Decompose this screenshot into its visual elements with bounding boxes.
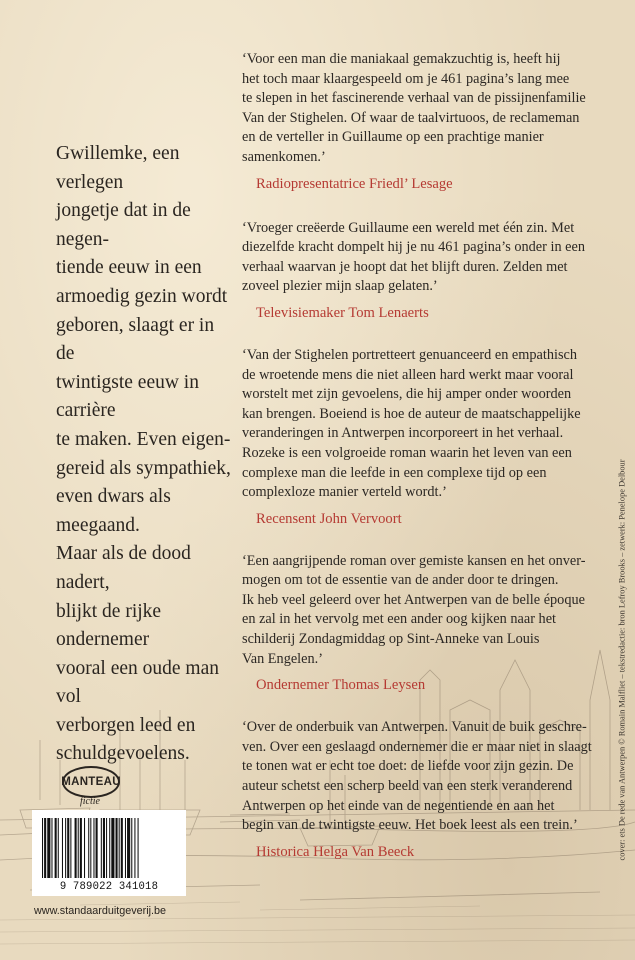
- quote-line: begin van de twintigste eeuw. Het boek leest als een trein.’: [242, 817, 578, 834]
- review-quote: [242, 552, 612, 695]
- barcode-bar: [42, 818, 43, 878]
- barcode-bar: [90, 818, 91, 878]
- quote-attribution: Recensent John Vervoort: [256, 510, 402, 527]
- isbn-number: 9 789022 341018: [59, 881, 159, 893]
- quote-line: veranderingen in Antwerpen incorporeert in het verhaal.: [242, 425, 564, 442]
- quote-line: ven. Over een geslaagd ondernemer die er maar niet in slaagt: [242, 738, 592, 755]
- barcode-bar: [80, 818, 82, 878]
- barcode-bars: [40, 818, 178, 878]
- cover-credit-text: cover: ets De rede van Antwerpen © Romain Malfliet – tekstredactie: bron Lefroy Brooks – zetwerk: Penelope Delbour: [617, 459, 627, 861]
- blurb-line: even dwars als meegaand.: [56, 486, 171, 536]
- blurb-line: jongetje dat in de negen-: [56, 200, 191, 250]
- publisher-website: www.standaarduitgeverij.be: [34, 905, 167, 917]
- barcode-bar: [116, 818, 118, 878]
- barcode-bar: [119, 818, 120, 878]
- barcode-bar: [101, 818, 102, 878]
- imprint-label: fictie: [80, 796, 100, 807]
- cover-credit-vertical: [612, 400, 632, 920]
- barcode-bar: [58, 818, 59, 878]
- blurb-line: te maken. Even eigen-: [56, 428, 231, 450]
- blurb-line: vooral een oude man vol: [56, 657, 219, 708]
- quote-line: diezelfde kracht dompelt hij je nu 461 pagina’s onder in een: [242, 239, 586, 256]
- barcode-bar: [109, 818, 110, 878]
- barcode-bar: [44, 818, 46, 878]
- review-quote: [242, 50, 612, 193]
- barcode-bar: [55, 818, 57, 878]
- barcode-bar: [62, 818, 63, 878]
- barcode-bar: [93, 818, 94, 878]
- barcode-bar: [121, 818, 123, 878]
- quote-text: [242, 219, 612, 297]
- quote-line: complexe man die leefde in een complexe tijd op een: [242, 464, 547, 481]
- quote-line: Rozeke is een volgroeide roman waarin het leven van een: [242, 444, 572, 461]
- quote-line: te slepen in het fascinerende verhaal van de pissijnenfamilie: [242, 90, 586, 107]
- review-quote: [242, 219, 612, 322]
- quote-line: auteur schetst een scherp beeld van een sterk veranderend: [242, 778, 573, 795]
- quote-line: het toch maar klaargespeeld om je 461 pagina’s lang mee: [242, 70, 570, 87]
- barcode-bar: [47, 818, 50, 878]
- quote-line: Antwerpen op het einde van de negentiende en aan het: [242, 797, 555, 814]
- blurb-line: schuldgevoelens.: [56, 743, 190, 765]
- barcode-bar: [125, 818, 126, 878]
- quote-line: Van der Stighelen. Of waar de taalvirtuoos, de reclameman: [242, 109, 580, 126]
- barcode-bar: [88, 818, 89, 878]
- quote-line: Ik heb veel geleerd over het Antwerpen van de belle époque: [242, 591, 585, 608]
- quote-line: te tonen wat er echt toe doet: de liefde voor zijn gezin. De: [242, 758, 574, 775]
- publisher-logo: [62, 766, 142, 810]
- back-cover-blurb: [56, 140, 236, 769]
- review-quote: [242, 718, 612, 861]
- blurb-line: tiende eeuw in een: [56, 257, 202, 279]
- quote-line: kan brengen. Boeiend is hoe de auteur de maatschappelijke: [242, 405, 581, 422]
- blurb-line: gereid als sympathiek,: [56, 457, 231, 479]
- blurb-line: twintigste eeuw in carrière: [56, 371, 199, 422]
- quote-line: Van Engelen.’: [242, 650, 323, 667]
- barcode-bar: [65, 818, 66, 878]
- quote-line: de wroetende mens die niet alleen hard werkt maar vooral: [242, 366, 574, 383]
- quote-line: ‘Van der Stighelen portretteert genuanceerd en empathisch: [242, 346, 578, 363]
- review-quote: [242, 346, 612, 528]
- quote-line: ‘Een aangrijpende roman over gemiste kansen en het onver-: [242, 552, 586, 569]
- barcode-bar: [51, 818, 52, 878]
- quote-line: verhaal waarvan je hoopt dat het blijft duren. Zelden met: [242, 258, 568, 275]
- isbn-barcode: [32, 810, 186, 896]
- blurb-line: Maar als de dood nadert,: [56, 543, 191, 593]
- barcode-bar: [78, 818, 79, 878]
- blurb-line: blijkt de rijke ondernemer: [56, 600, 162, 651]
- quote-attribution: Televisiemaker Tom Lenaerts: [256, 304, 429, 321]
- quote-line: mogen om tot de essentie van de ander door te dringen.: [242, 572, 559, 589]
- blurb-line: geboren, slaagt er in de: [56, 314, 215, 365]
- quote-line: en de verteller in Guillaume op een prachtige manier: [242, 129, 544, 146]
- blurb-line: armoedig gezin wordt: [56, 285, 228, 307]
- review-quotes: [242, 50, 612, 885]
- quote-attribution: Ondernemer Thomas Leysen: [256, 677, 426, 694]
- quote-line: ‘Vroeger creëerde Guillaume een wereld met één zin. Met: [242, 219, 575, 236]
- quote-line: schilderij Zondagmiddag op Sint-Anneke van Louis: [242, 631, 540, 648]
- barcode-bar: [127, 818, 130, 878]
- barcode-bar: [111, 818, 114, 878]
- barcode-bar: [103, 818, 105, 878]
- quote-attribution: Radiopresentatrice Friedl’ Lesage: [256, 175, 453, 192]
- quote-line: zoveel plezier mijn slaap gelaten.’: [242, 278, 438, 295]
- manteau-logo-mark: MANTEAU: [62, 766, 120, 798]
- quote-text: [242, 718, 612, 836]
- blurb-line: verborgen leed en: [56, 714, 196, 736]
- quote-line: ‘Voor een man die maniakaal gemakzuchtig is, heeft hij: [242, 51, 561, 67]
- quote-text: [242, 552, 612, 670]
- quote-attribution: Historica Helga Van Beeck: [256, 843, 415, 860]
- barcode-bar: [106, 818, 107, 878]
- quote-text: [242, 346, 612, 503]
- barcode-bar: [84, 818, 85, 878]
- barcode-bar: [131, 818, 132, 878]
- barcode-bar: [96, 818, 98, 878]
- barcode-bar: [70, 818, 71, 878]
- quote-line: ‘Over de onderbuik van Antwerpen. Vanuit de buik geschre-: [242, 719, 587, 736]
- barcode-bar: [67, 818, 69, 878]
- quote-line: worstelt met zijn gevoelens, die hij amper onder woorden: [242, 386, 572, 403]
- barcode-bar: [138, 818, 139, 878]
- blurb-line: Gwillemke, een verlegen: [56, 143, 180, 193]
- quote-text: [242, 50, 612, 168]
- barcode-bar: [134, 818, 135, 878]
- quote-line: complexloze manier verteld wordt.’: [242, 484, 447, 501]
- barcode-bar: [75, 818, 77, 878]
- quote-line: en zal in het vervolg met een ander oog kijken naar het: [242, 611, 557, 628]
- quote-line: samenkomen.’: [242, 148, 326, 165]
